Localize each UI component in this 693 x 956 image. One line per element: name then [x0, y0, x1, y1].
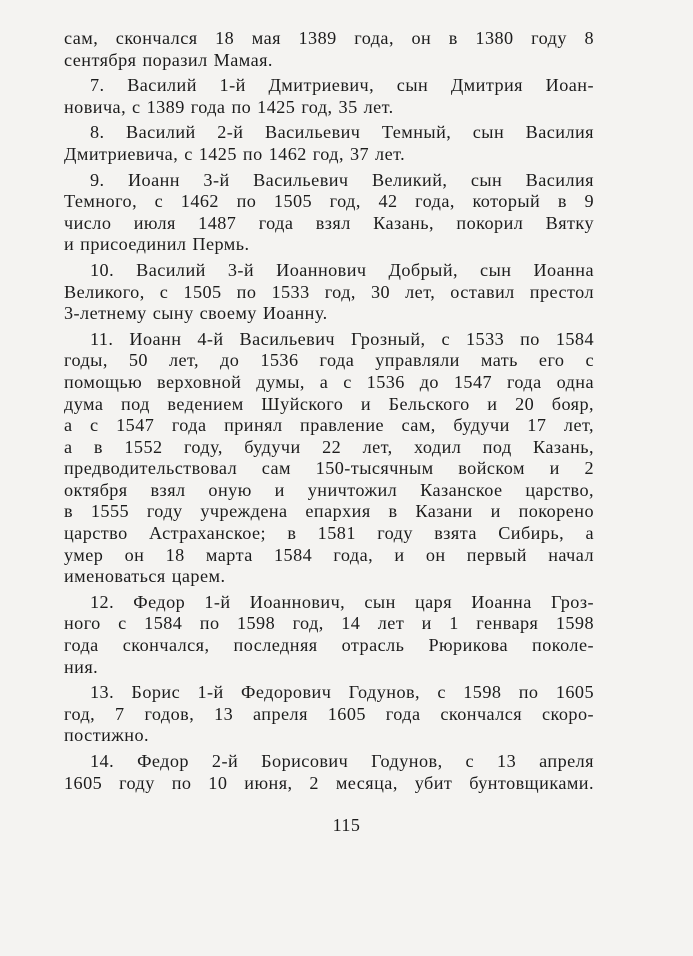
paragraph	[64, 592, 594, 678]
text-line: 10. Василий 3-й Иоаннович Добрый, сын Иоанна	[90, 259, 594, 280]
text-line: сентября поразил Мамая.	[64, 49, 273, 70]
text-line: 1605 году по 10 июня, 2 месяца, убит бунтовщиками.	[64, 772, 594, 793]
text-line: год, 7 годов, 13 апреля 1605 года скончался скоро-	[64, 703, 594, 724]
page-body	[64, 28, 594, 798]
paragraph	[64, 170, 594, 256]
text-line: 9. Иоанн 3-й Васильевич Великий, сын Василия	[90, 169, 594, 190]
text-line: ного с 1584 по 1598 год, 14 лет и 1 генваря 1598	[64, 613, 594, 634]
text-line: Темного, с 1462 по 1505 год, 42 года, который в 9	[64, 191, 594, 212]
text-line: 3-летнему сыну своему Иоанну.	[64, 303, 328, 324]
paragraph	[64, 260, 594, 325]
text-line: сам, скончался 18 мая 1389 года, он в 1380 году 8	[64, 28, 594, 48]
text-line: года скончался, последняя отрасль Рюрикова поколе-	[64, 635, 594, 656]
text-line: помощью верховной думы, а с 1536 до 1547 года одна	[64, 371, 594, 392]
page-number: 115	[332, 815, 361, 835]
text-line: 7. Василий 1-й Дмитриевич, сын Дмитрия Иоан-	[90, 75, 594, 96]
text-line: умер он 18 марта 1584 года, и он первый начал	[64, 544, 594, 565]
text-line: предводительствовал сам 150-тысячным войском и 2	[64, 458, 594, 479]
text-line: ния.	[64, 656, 99, 677]
text-line: 13. Борис 1-й Федорович Годунов, с 1598 по 1605	[90, 682, 594, 703]
paragraph	[64, 122, 594, 165]
text-line: годы, 50 лет, до 1536 года управляли мать его с	[64, 350, 594, 371]
text-line: дума под ведением Шуйского и Бельского и 20 бояр,	[64, 393, 594, 414]
text-line: 8. Василий 2-й Васильевич Темный, сын Василия	[90, 122, 594, 143]
text-line: новича, с 1389 года по 1425 год, 35 лет.	[64, 96, 394, 117]
text-line: октября взял оную и уничтожил Казанское царство,	[64, 479, 594, 500]
text-line: число июля 1487 года взял Казань, покорил Вятку	[64, 212, 594, 233]
text-line: Дмитриевича, с 1425 по 1462 год, 37 лет.	[64, 143, 406, 164]
text-line: 11. Иоанн 4-й Васильевич Грозный, с 1533 по 1584	[90, 328, 594, 349]
paragraph	[64, 751, 594, 794]
text-line: в 1555 году учреждена епархия в Казани и покорено	[64, 501, 594, 522]
text-line: 12. Федор 1-й Иоаннович, сын царя Иоанна Гроз-	[90, 591, 594, 612]
text-line: царство Астраханское; в 1581 году взята Сибирь, а	[64, 523, 594, 544]
text-line: Великого, с 1505 по 1533 год, 30 лет, оставил престол	[64, 281, 594, 302]
text-line: постижно.	[64, 725, 150, 746]
text-line: а с 1547 года принял правление сам, будучи 17 лет,	[64, 415, 594, 436]
paragraph	[64, 329, 594, 588]
paragraph	[64, 28, 594, 71]
text-line: и присоединил Пермь.	[64, 234, 250, 255]
text-line: именоваться царем.	[64, 566, 226, 587]
text-line: а в 1552 году, будучи 22 лет, ходил под Казань,	[64, 436, 594, 457]
paragraph	[64, 75, 594, 118]
paragraph	[64, 682, 594, 747]
text-line: 14. Федор 2-й Борисович Годунов, с 13 апреля	[90, 751, 594, 771]
